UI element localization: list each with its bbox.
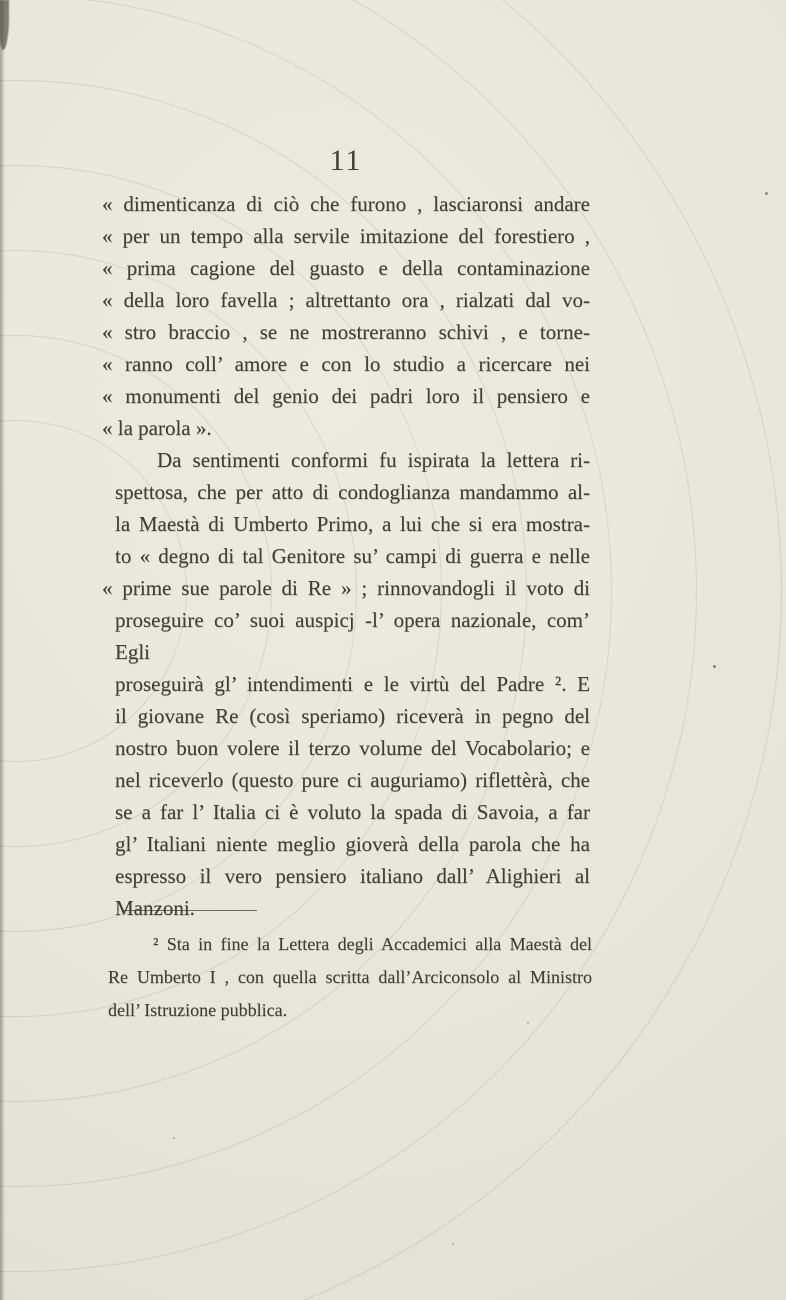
footnote-line: dell’ Istruzione pubblica. (108, 1000, 288, 1020)
body-text-line: « della loro favella ; altrettanto ora , rialzati dal vo- (102, 288, 590, 312)
footnote-rule (122, 910, 257, 911)
body-text-line: nel riceverlo (questo pure ci auguriamo) riflettèrà, che (115, 768, 590, 792)
paper-speck (765, 192, 768, 195)
body-text-line: la Maestà di Umberto Primo, a lui che si era mostra- (115, 512, 590, 536)
body-text-line: « per un tempo alla servile imitazione del forestiero , (102, 224, 590, 248)
body-text-line: « prima cagione del guasto e della contaminazione (102, 256, 590, 280)
scan-corner-artifact (0, 0, 9, 50)
scan-edge-shadow (0, 0, 5, 1300)
body-text-line: Da sentimenti conformi fu ispirata la lettera ri- (157, 448, 590, 472)
body-text-line: gl’ Italiani niente meglio gioverà della parola che ha (115, 832, 590, 856)
body-text-line: « dimenticanza di ciò che furono , lasciaronsi andare (102, 192, 590, 216)
body-text-line: il giovane Re (così speriamo) riceverà in pegno del (115, 704, 590, 728)
paper-speck (713, 665, 716, 668)
paper-speck (452, 1243, 454, 1245)
body-text-line: spettosa, che per atto di condoglianza mandammo al- (115, 480, 590, 504)
body-text-line: proseguirà gl’ intendimenti e le virtù del Padre ². E (115, 672, 590, 696)
body-text-line: « monumenti del genio dei padri loro il pensiero e (102, 384, 590, 408)
main-text-block (102, 188, 590, 924)
body-text-line: « prime sue parole di Re » ; rinnovandogli il voto di (102, 576, 590, 600)
body-text-line: se a far l’ Italia ci è voluto la spada di Savoia, a far (115, 800, 590, 824)
paper-speck (527, 1022, 529, 1024)
body-text-line: « stro braccio , se ne mostreranno schivi , e torne- (102, 320, 590, 344)
body-text-line: nostro buon volere il terzo volume del Vocabolario; e (115, 736, 590, 760)
footnote-line: Re Umberto I , con quella scritta dall’Arciconsolo al Ministro (108, 967, 592, 987)
page-number: 11 (329, 144, 363, 177)
body-text-line: « la parola ». (102, 416, 212, 440)
body-text-line: proseguire co’ suoi auspicj -l’ opera nazionale, com’ Egli (115, 608, 590, 664)
body-text-line: « ranno coll’ amore e con lo studio a ricercare nei (102, 352, 590, 376)
body-text-line: espresso il vero pensiero italiano dall’ Alighieri al (115, 864, 590, 888)
body-text-line: to « degno di tal Genitore su’ campi di guerra e nelle (115, 544, 590, 568)
footnote-block (108, 928, 592, 1027)
footnote-line: ² Sta in fine la Lettera degli Accademici alla Maestà del (153, 934, 592, 954)
paper-speck (173, 1137, 175, 1139)
body-text-line: Manzoni. (115, 896, 195, 920)
